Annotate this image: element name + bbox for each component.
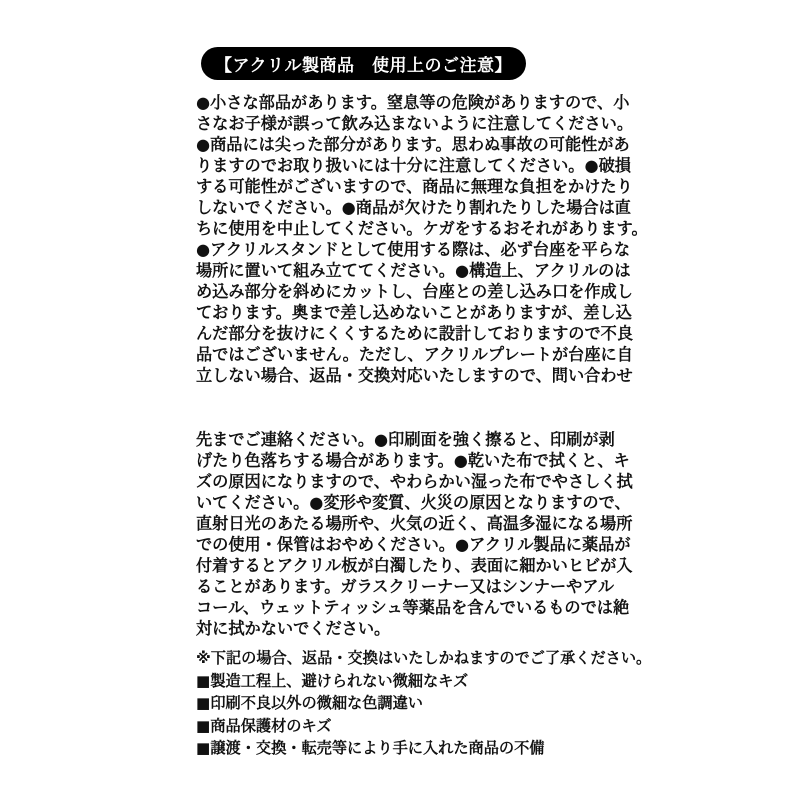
text-line: 場所に置いて組み立ててください。●構造上、アクリルのは [196,261,631,280]
returns-policy-section [196,647,652,760]
text-line: ズの原因になりますので、やわらかい湿った布でやさしく拭 [196,472,633,491]
text-line: ●小さな部品があります。窒息等の危険がありますので、小 [196,93,630,112]
text-line: 付着するとアクリル板が白濁したり、表面に細かいヒビが入 [196,556,633,575]
notice-title-badge [201,47,526,80]
text-line: する可能性がございますので、商品に無理な負担をかけたり [196,177,633,196]
notice-title: 【アクリル製商品 使用上のご注意】 [215,56,512,76]
returns-note-item: ■譲渡・交換・転売等により手に入れた商品の不備 [196,739,545,757]
text-line: さなお子様が誤って飲み込まないように注意してください。 [196,114,634,133]
returns-note-item: ■印刷不良以外の微細な色調違い [196,694,423,712]
text-line: ●アクリルスタンドとして使用する際は、必ず台座を平らな [196,240,631,259]
returns-note-item: ■製造工程上、避けられない微細なキズ [196,671,469,690]
text-line: 直射日光のあたる場所や、火気の近く、高温多湿になる場所 [196,514,633,533]
text-line: での使用・保管はおやめください。●アクリル製品に薬品が [196,535,631,554]
precautions-paragraph-1 [196,92,648,386]
precautions-paragraph-2 [196,429,633,639]
text-line: 先までご連絡ください。●印刷面を強く擦ると、印刷が剥 [196,430,615,449]
text-line: め込み部分を斜めにカットし、台座との差し込み口を作成し [196,282,633,301]
text-line: りますのでお取り扱いには十分に注意してください。●破損 [196,156,631,175]
text-line: ることがあります。ガラスクリーナー又はシンナーやアル [196,577,615,596]
text-line: んだ部分を抜けにくくするために設計しておりますので不良 [196,324,634,343]
text-line: 立しない場合、返品・交換対応いたしますので、問い合わせ [196,366,633,385]
text-line: ております。奥まで差し込めないことがありますが、差し込 [196,303,632,322]
returns-note-item: ■商品保護材のキズ [196,716,332,735]
text-line: げたり色落ちする場合があります。●乾いた布で拭くと、キ [196,451,630,470]
text-line: 品ではございません。ただし、アクリルプレートが台座に自 [196,345,633,364]
text-line: コール、ウェットティッシュ等薬品を含んでいるものでは絶 [196,598,630,617]
text-line: ●商品には尖った部分があります。思わぬ事故の可能性があ [196,135,630,154]
text-line: 対に拭かないでください。 [196,619,391,638]
text-line: ちに使用を中止してください。ケガをするおそれがあります。 [196,219,648,238]
text-line: しないでください。●商品が欠けたり割れたりした場合は直 [196,198,631,217]
text-line: いてください。●変形や変質、火災の原因となりますので、 [196,493,631,512]
returns-note-intro: ※下記の場合、返品・交換はいたしかねますのでご了承ください。 [196,649,652,667]
